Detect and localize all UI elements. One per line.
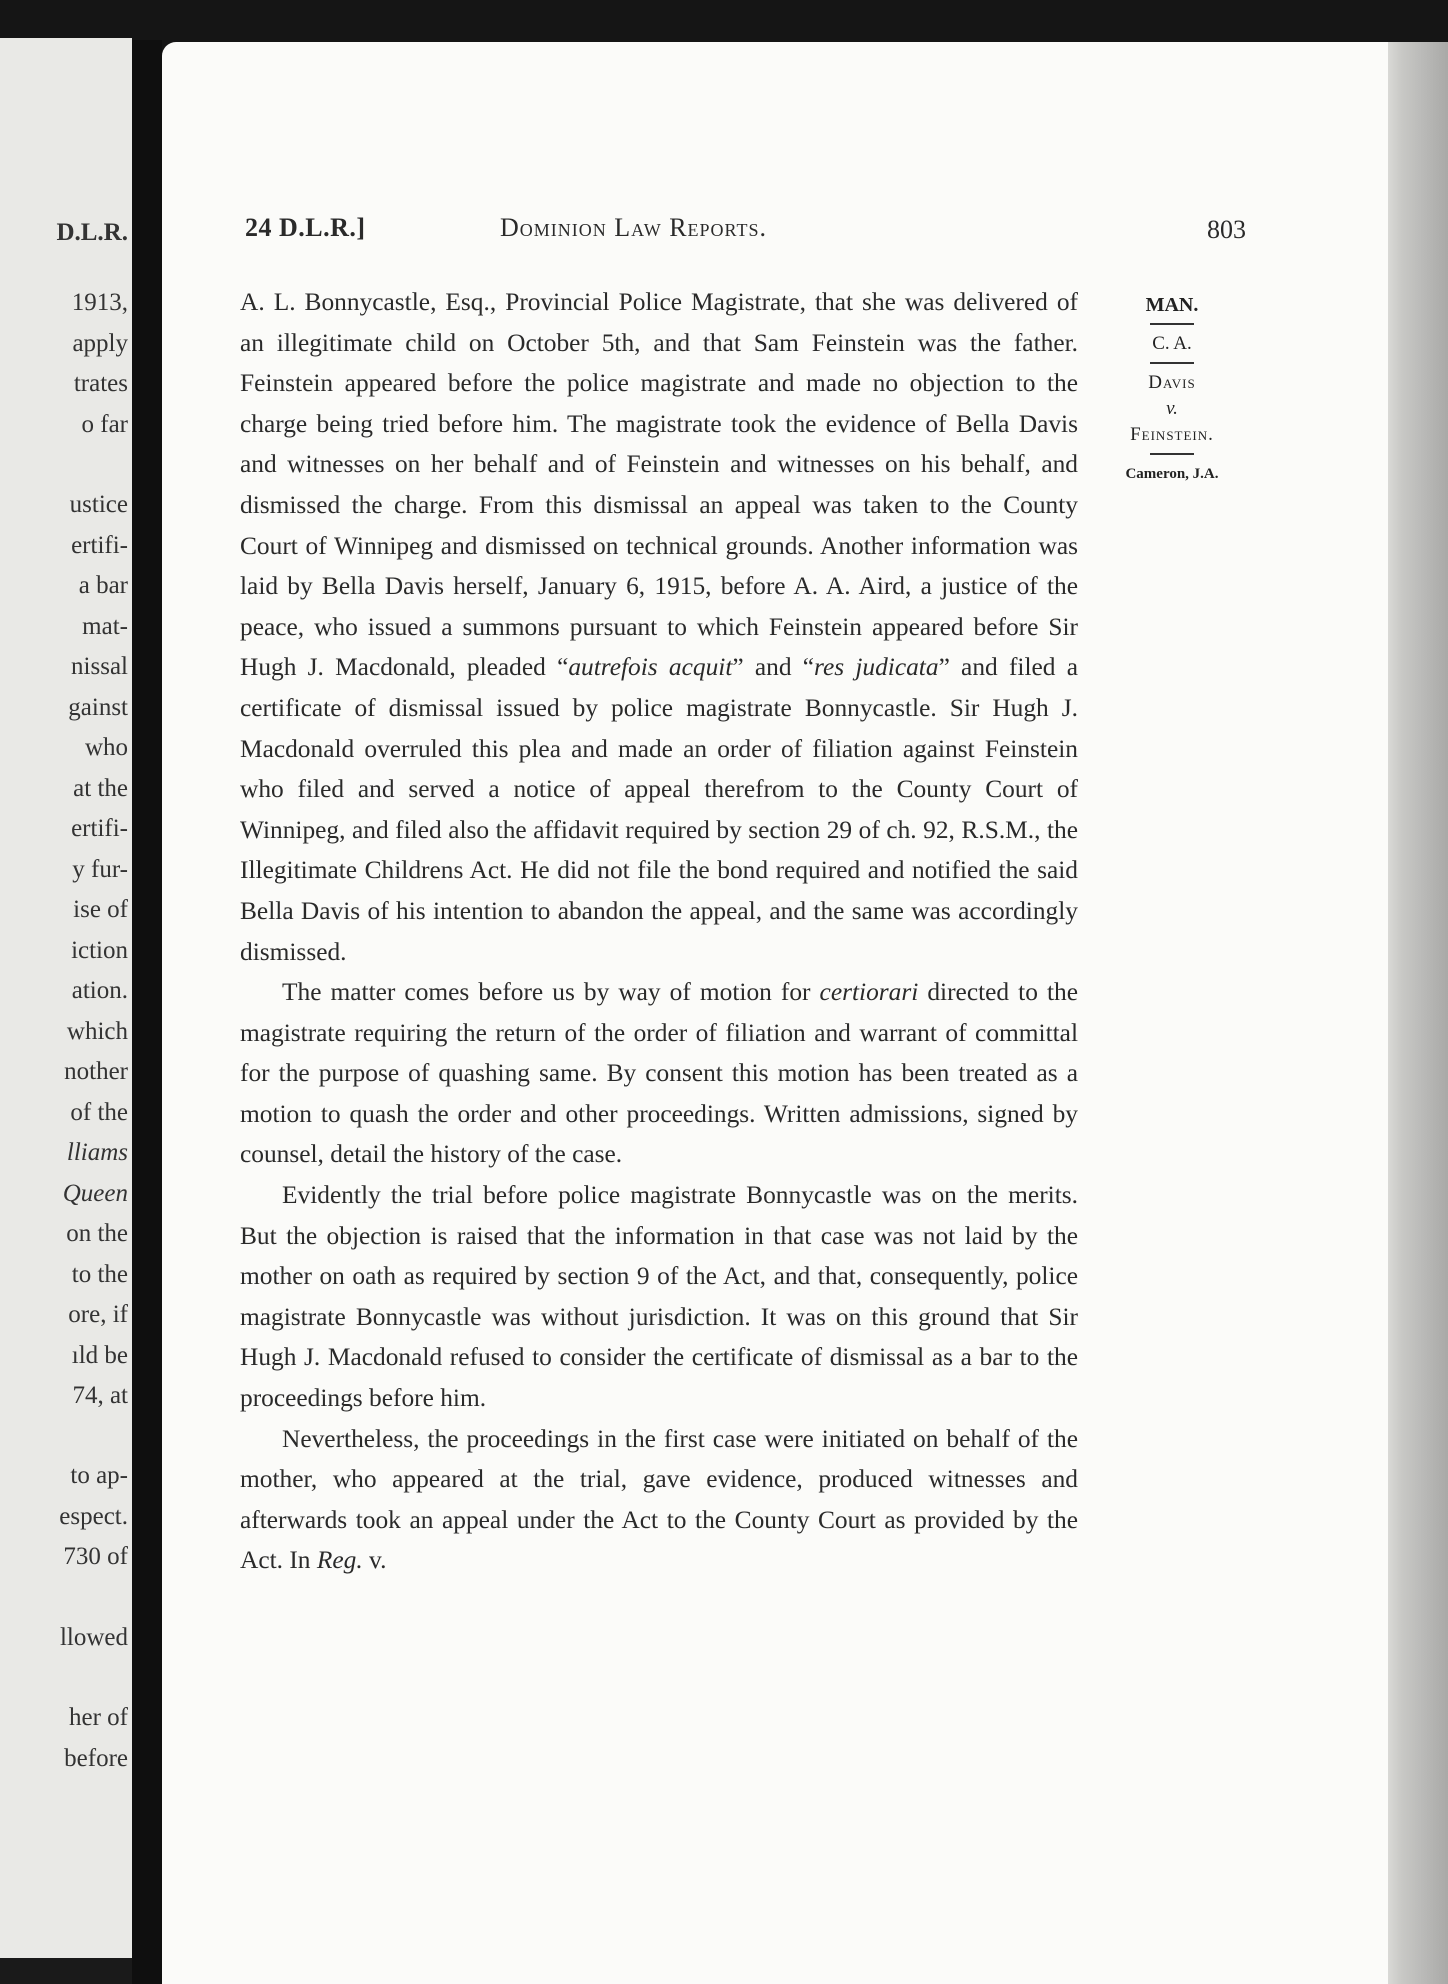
text-run: ” and “ — [732, 653, 815, 682]
facing-page-left — [0, 38, 132, 1958]
running-header — [245, 213, 1245, 249]
text-run: Evidently the trial before police magistrate Bonnycastle was on the merits. But the objection is raised that the information in that case was not laid by the mother on oath as required by section 9 of the Act, and that, consequently, police magistrate Bonnycastle was without jurisdiction. It was on this ground that Sir Hugh J. Macdonald refused to consider the certificate of dismissal as a bar to the proceedings before him. — [240, 1181, 1078, 1413]
facing-page-fragment: which — [66, 1018, 128, 1045]
facing-page-fragment: Queen — [62, 1180, 128, 1207]
book-gutter — [132, 40, 162, 1984]
facing-page-fragment: to the — [71, 1261, 128, 1288]
margin-divider — [1150, 453, 1194, 455]
facing-page-fragment: ise of — [73, 896, 128, 923]
body-text — [240, 282, 1078, 1581]
facing-page-fragment: espect. — [59, 1503, 128, 1530]
italic-text: Reg. — [316, 1546, 363, 1575]
italic-text: certiorari — [819, 978, 919, 1007]
facing-page-fragment: to ap- — [70, 1462, 128, 1489]
margin-divider — [1150, 362, 1194, 364]
facing-page-fragment: nother — [64, 1058, 128, 1085]
facing-page-fragment: lliams — [66, 1139, 128, 1166]
margin-province: MAN. — [1145, 294, 1199, 316]
margin-versus: v. — [1166, 398, 1178, 419]
margin-court: C. A. — [1152, 333, 1192, 354]
facing-page-fragment: on the — [66, 1220, 128, 1247]
text-run: ” and filed a certificate of dismissal issued by police magistrate Bonnycastle. Sir Hugh J. Macdonald overruled this plea and made an order of filiation against Feinstein who filed and served a notice of appeal therefrom to the County Court of Winnipeg, and filed also the affidavit required by section 29 of ch. 92, R.S.M., the Illegitimate Childrens Act. He did not file the bond required and notified the said Bella Davis of his intention to abandon the appeal, and the same was accordingly dismissed. — [240, 653, 1078, 966]
facing-page-fragment: iction — [71, 937, 128, 964]
facing-page-fragment: trates — [73, 370, 128, 397]
facing-page-fragment: her of — [69, 1704, 128, 1731]
margin-party-1: Davis — [1148, 372, 1196, 393]
facing-page-fragment: gainst — [68, 694, 128, 721]
text-run: A. L. Bonnycastle, Esq., Provincial Police Magistrate, that she was delivered of an illegitimate child on October 5th, and that Sam Feinstein was the father. Feinstein appeared before the police magistrate and made no objection to the charge being tried before him. The magistrate took the evidence of Bella Davis and witnesses on her behalf and of Feinstein and witnesses on his behalf, and dismissed the charge. From this dismissal an appeal was taken to the County Court of Winnipeg and dismissed on technical grounds. Another information was laid by Bella Davis herself, January 6, 1915, before A. A. Aird, a justice of the peace, who issued a summons pursuant to which Feinstein appeared before Sir Hugh J. Macdonald, pleaded “ — [240, 288, 1078, 682]
text-run: v. — [362, 1546, 387, 1575]
facing-page-fragment: llowed — [59, 1624, 128, 1651]
facing-page-fragment: of the — [70, 1099, 128, 1126]
facing-page-fragment: at the — [73, 775, 128, 802]
facing-page-fragment: ıld be — [71, 1342, 128, 1369]
facing-page-fragment: mat- — [82, 613, 128, 640]
facing-page-fragment: ertifi- — [71, 532, 128, 559]
page-edge-right — [1388, 42, 1448, 1984]
volume-reference: 24 D.L.R.] — [245, 213, 366, 242]
paragraph — [240, 1175, 1078, 1419]
text-run: directed to the magistrate requiring the return of the order of filiation and warrant of committal for the purpose of quashing same. By consent this motion has been treated as a motion to quash the order and other proceedings. Written admissions, signed by counsel, detail the history of the case. — [240, 978, 1078, 1169]
facing-page-fragment: 74, at — [72, 1382, 128, 1409]
facing-page-fragment: apply — [72, 330, 128, 357]
italic-text: res judicata — [814, 653, 939, 682]
margin-judge: Cameron, J.A. — [1125, 466, 1219, 482]
margin-divider — [1150, 323, 1194, 325]
paragraph — [240, 1419, 1078, 1581]
facing-page-fragment: o far — [81, 411, 128, 438]
text-run: Nevertheless, the proceedings in the first case were initiated on behalf of the mother, who appeared at the trial, gave evidence, produced witnesses and afterwards took an appeal under the Act to the County Court as provided by the Act. In — [240, 1424, 1078, 1575]
journal-title: Dominion Law Reports. — [500, 213, 767, 242]
facing-page-fragment: ertifi- — [71, 815, 128, 842]
facing-page-fragment: y fur- — [72, 856, 128, 883]
facing-page-fragment: nissal — [71, 653, 128, 680]
text-run: The matter comes before us by way of motion for — [282, 978, 820, 1007]
paragraph — [240, 972, 1078, 1175]
facing-page-fragment: ustice — [69, 491, 128, 518]
italic-text: autrefois acquit — [568, 653, 733, 682]
facing-page-fragment: who — [84, 734, 128, 761]
facing-page-fragment: before — [64, 1745, 128, 1772]
facing-page-fragment: 1913, — [71, 289, 128, 316]
margin-party-2: Feinstein. — [1130, 424, 1214, 445]
facing-page-fragment: D.L.R. — [56, 219, 128, 246]
facing-page-fragment: ation. — [71, 977, 128, 1004]
margin-note — [1098, 292, 1246, 487]
facing-page-fragment: ore, if — [68, 1301, 128, 1328]
facing-page-fragment: a bar — [78, 572, 128, 599]
facing-page-fragment: 730 of — [63, 1543, 128, 1570]
page-number: 803 — [1207, 215, 1246, 244]
paragraph — [240, 282, 1078, 972]
